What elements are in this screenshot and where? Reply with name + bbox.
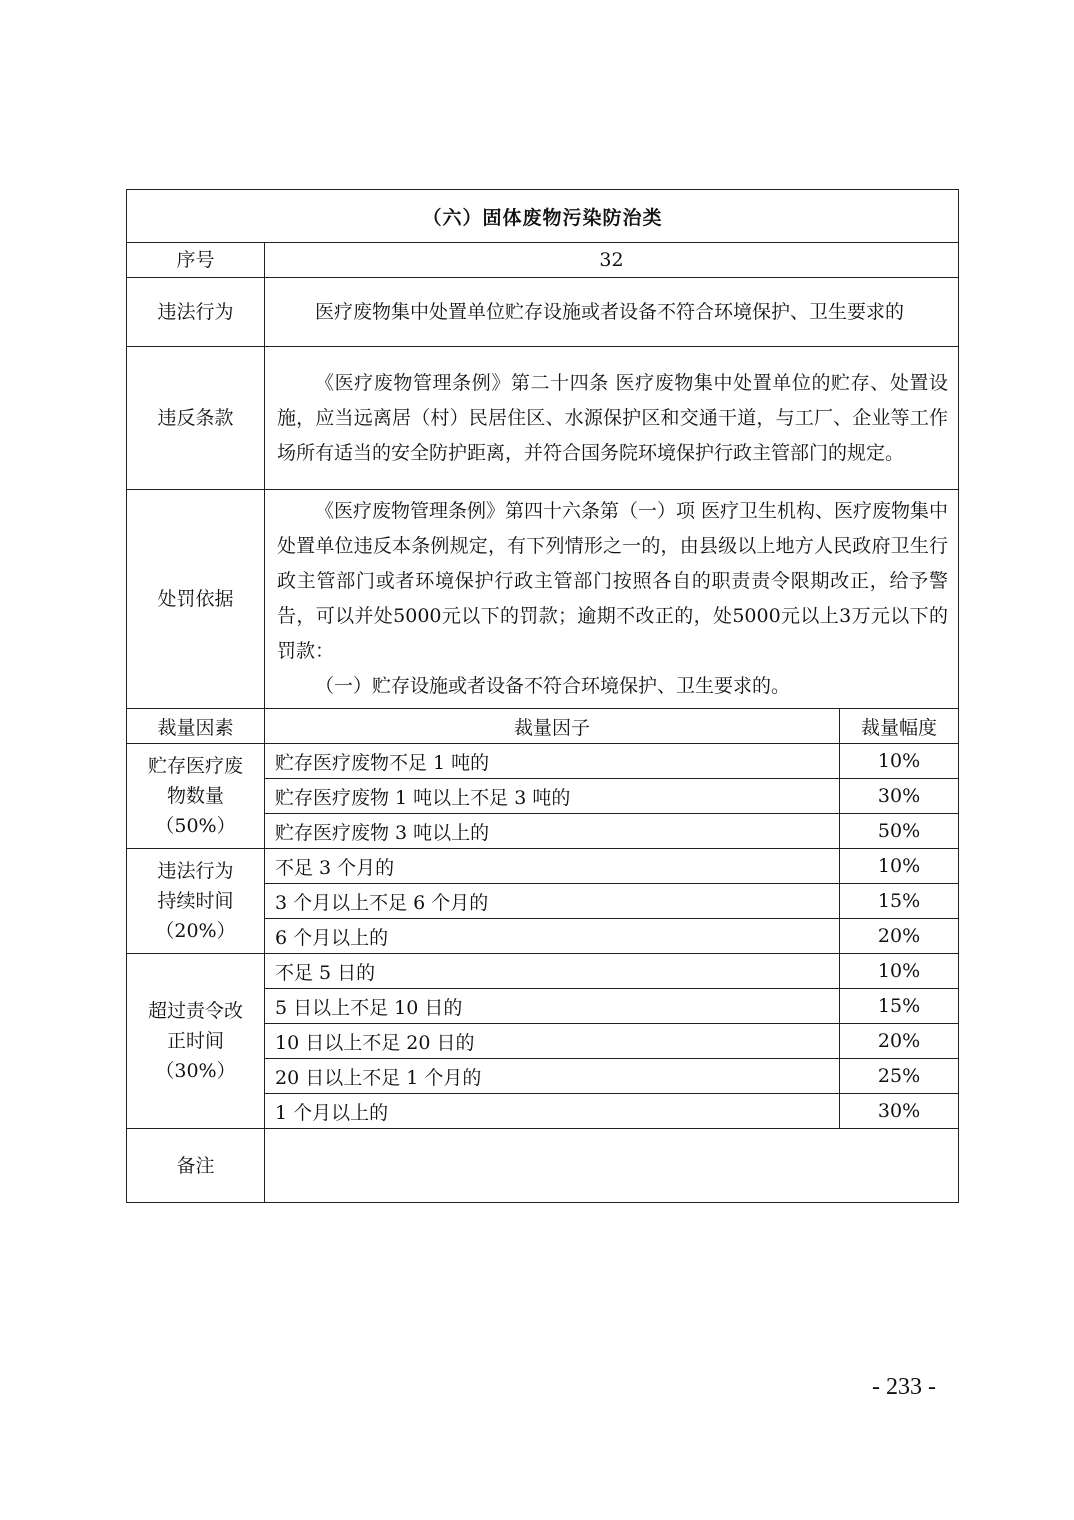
- discretion-factor-header: 裁量因素: [127, 709, 265, 744]
- group-name-line: 贮存医疗废: [147, 755, 243, 777]
- group-name-violation-duration: [127, 849, 265, 954]
- factor-cell: 贮存医疗废物 3 吨以上的: [265, 814, 840, 849]
- table-title: （六）固体废物污染防治类: [127, 190, 959, 243]
- violation-cell: [265, 278, 959, 347]
- group-name-line: 物数量: [166, 785, 224, 807]
- factor-cell: 3 个月以上不足 6 个月的: [265, 884, 840, 919]
- group-name-line: （20%）: [155, 920, 236, 942]
- factor-cell: 不足 3 个月的: [265, 849, 840, 884]
- violation-label: 违法行为: [127, 278, 265, 347]
- violated-clause-cell: [265, 347, 959, 490]
- serial-label: 序号: [127, 243, 265, 278]
- group-name-line: 正时间: [166, 1030, 224, 1052]
- violation-text: 医疗废物集中处置单位贮存设施或者设备不符合环境保护、卫生要求的: [315, 300, 905, 323]
- factor-cell: 不足 5 日的: [265, 954, 840, 989]
- penalty-basis-paragraph-1: 《医疗废物管理条例》第四十六条第（一）项 医疗卫生机构、医疗废物集中处置单位违反本条例规定，有下列情形之一的，由县级以上地方人民政府卫生行政主管部门或者环境保护行政主管部门按照各自的职责责令限期改正，给予警告，可以并处5000元以下的罚款；逾期不改正的，处5000元以上3万元以下的罚款：: [277, 500, 949, 662]
- factor-cell: 5 日以上不足 10 日的: [265, 989, 840, 1024]
- notes-value: [265, 1129, 959, 1203]
- range-cell: 15%: [840, 884, 959, 919]
- factor-cell: 贮存医疗废物 1 吨以上不足 3 吨的: [265, 779, 840, 814]
- range-cell: 15%: [840, 989, 959, 1024]
- violated-clause-label: 违反条款: [127, 347, 265, 490]
- group-name-line: （30%）: [155, 1060, 236, 1082]
- range-cell: 30%: [840, 1094, 959, 1129]
- range-cell: 10%: [840, 954, 959, 989]
- group-name-overdue-correction: [127, 954, 265, 1129]
- penalty-basis-paragraph-2: （一）贮存设施或者设备不符合环境保护、卫生要求的。: [315, 675, 791, 697]
- range-cell: 25%: [840, 1059, 959, 1094]
- group-name-line: 超过责令改: [147, 1000, 243, 1022]
- range-cell: 10%: [840, 849, 959, 884]
- penalty-discretion-table: [126, 189, 959, 1203]
- factor-cell: 10 日以上不足 20 日的: [265, 1024, 840, 1059]
- group-name-line: （50%）: [155, 815, 236, 837]
- discretion-item-header: 裁量因子: [265, 709, 840, 744]
- penalty-basis-label: 处罚依据: [127, 490, 265, 709]
- factor-cell: 贮存医疗废物不足 1 吨的: [265, 744, 840, 779]
- discretion-range-header: 裁量幅度: [840, 709, 959, 744]
- range-cell: 50%: [840, 814, 959, 849]
- penalty-basis-cell: [265, 490, 959, 709]
- range-cell: 20%: [840, 1024, 959, 1059]
- serial-value: 32: [265, 243, 959, 278]
- factor-cell: 6 个月以上的: [265, 919, 840, 954]
- factor-cell: 1 个月以上的: [265, 1094, 840, 1129]
- factor-cell: 20 日以上不足 1 个月的: [265, 1059, 840, 1094]
- group-name-storage-quantity: [127, 744, 265, 849]
- notes-label: 备注: [127, 1129, 265, 1203]
- range-cell: 10%: [840, 744, 959, 779]
- group-name-line: 违法行为: [157, 860, 234, 882]
- group-name-line: 持续时间: [157, 890, 234, 912]
- range-cell: 30%: [840, 779, 959, 814]
- range-cell: 20%: [840, 919, 959, 954]
- page-number: - 233 -: [872, 1374, 936, 1400]
- violated-clause-text: 《医疗废物管理条例》第二十四条 医疗废物集中处置单位的贮存、处置设施，应当远离居（村）民居住区、水源保护区和交通干道，与工厂、企业等工作场所有适当的安全防护距离，并符合国务院环境保护行政主管部门的规定。: [277, 371, 949, 464]
